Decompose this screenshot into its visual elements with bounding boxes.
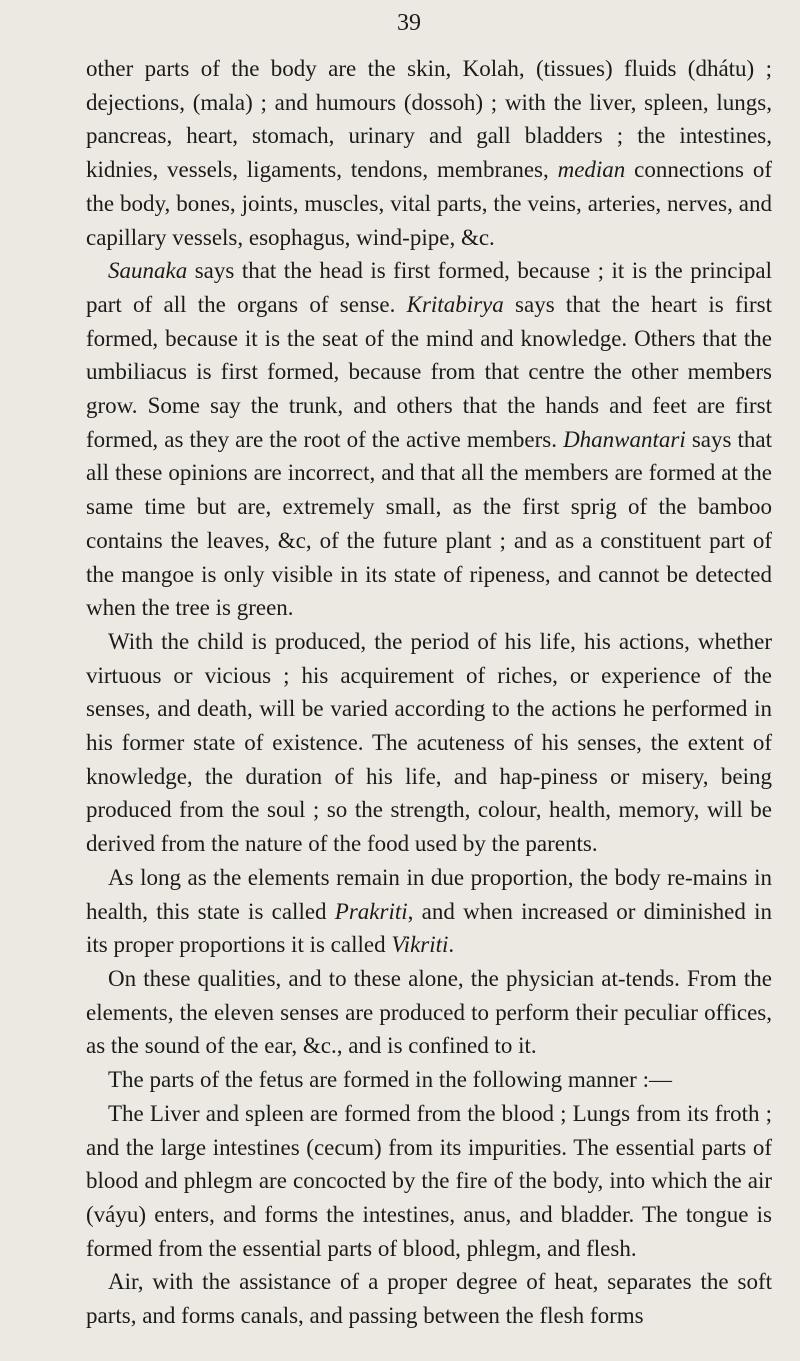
paragraph-fetus-heading xyxy=(86,1063,772,1097)
paragraph-child-period xyxy=(86,625,772,861)
text-run: , and when increased or diminished in its proper proportions it is called xyxy=(86,898,772,958)
italic-term: Saunaka xyxy=(108,258,188,284)
paragraph-liver-spleen xyxy=(86,1097,772,1266)
text-run: With the child is produced, the period of his life, his actions, whether virtuous or vicious ; his acquirement of riches, or experience of the senses, and death, will be varied according to the actions he performed in his former state of existence. The acuteness of his senses, the extent of knowledge, the duration of his life, and hap-piness or misery, being produced from the soul ; so the strength, colour, health, memory, will be derived from the nature of the food used by the parents. xyxy=(86,628,772,857)
text-run: . xyxy=(448,932,455,958)
text-run: says that all these opinions are incorrect, and that all the members are formed at the same time but are, extremely small, as the first sprig of the bamboo contains the leaves, &c, of the future plant ; and as a constituent part of the mangoe is only visible in its state of ripeness, and cannot be detected when the tree is green. xyxy=(86,426,772,621)
text-run: As long as the elements remain in due proportion, the body re-mains in health, this state is called xyxy=(86,864,772,924)
text-run: Air, with the assistance of a proper degree of heat, separates the soft parts, and forms canals, and passing between the flesh forms xyxy=(86,1269,772,1329)
text-run: says that the heart is first formed, because it is the seat of the mind and knowledge. Others that the umbiliacus is first formed, because from that centre the other members grow. Some say the trunk, and others that the hands and feet are first formed, as they are the root of the active members. xyxy=(86,291,772,452)
italic-term: median xyxy=(557,157,626,183)
paragraph-first-formed xyxy=(86,254,772,625)
page-number: 39 xyxy=(397,10,421,36)
paragraph-physician xyxy=(86,962,772,1063)
text-run: The Liver and spleen are formed from the blood ; Lungs from its froth ; and the large intestines (cecum) from its impurities. The essential parts of blood and phlegm are concocted by the fire of the body, into which the air (váyu) enters, and forms the intestines, anus, and bladder. The tongue is formed from the essential parts of blood, phlegm, and flesh. xyxy=(86,1100,772,1261)
paragraph-air xyxy=(86,1265,772,1332)
italic-term: Vikriti xyxy=(391,932,449,958)
text-run: connections of the body, bones, joints, muscles, vital parts, the veins, arteries, nerves, and capillary vessels, esophagus, wind-pipe, &c. xyxy=(86,157,773,250)
text-run: The parts of the fetus are formed in the following manner :— xyxy=(108,1067,672,1093)
text-run: says that the head is first formed, because ; it is the principal part of all the organs of sense. xyxy=(86,258,772,317)
italic-term: Kritabirya xyxy=(406,291,504,317)
text-run: On these qualities, and to these alone, the physician at-tends. From the elements, the eleven senses are produced to perform their peculiar offices, as the sound of the ear, &c., and is confined to it. xyxy=(86,965,772,1059)
italic-term: Dhanwantari xyxy=(563,426,686,452)
paragraph-prakriti xyxy=(86,861,772,962)
text-run: other parts of the body are the skin, Kolah, (tissues) fluids (dhátu) ; dejections, (mala) ; and humours (dossoh) ; with the liver, spleen, lungs, pancreas, heart, stomach, urinary and gall bladders ; the intestines, kidnies, vessels, ligaments, tendons, membranes, xyxy=(86,56,772,183)
paragraph-organs-list xyxy=(86,52,772,254)
italic-term: Prakriti xyxy=(334,898,408,924)
